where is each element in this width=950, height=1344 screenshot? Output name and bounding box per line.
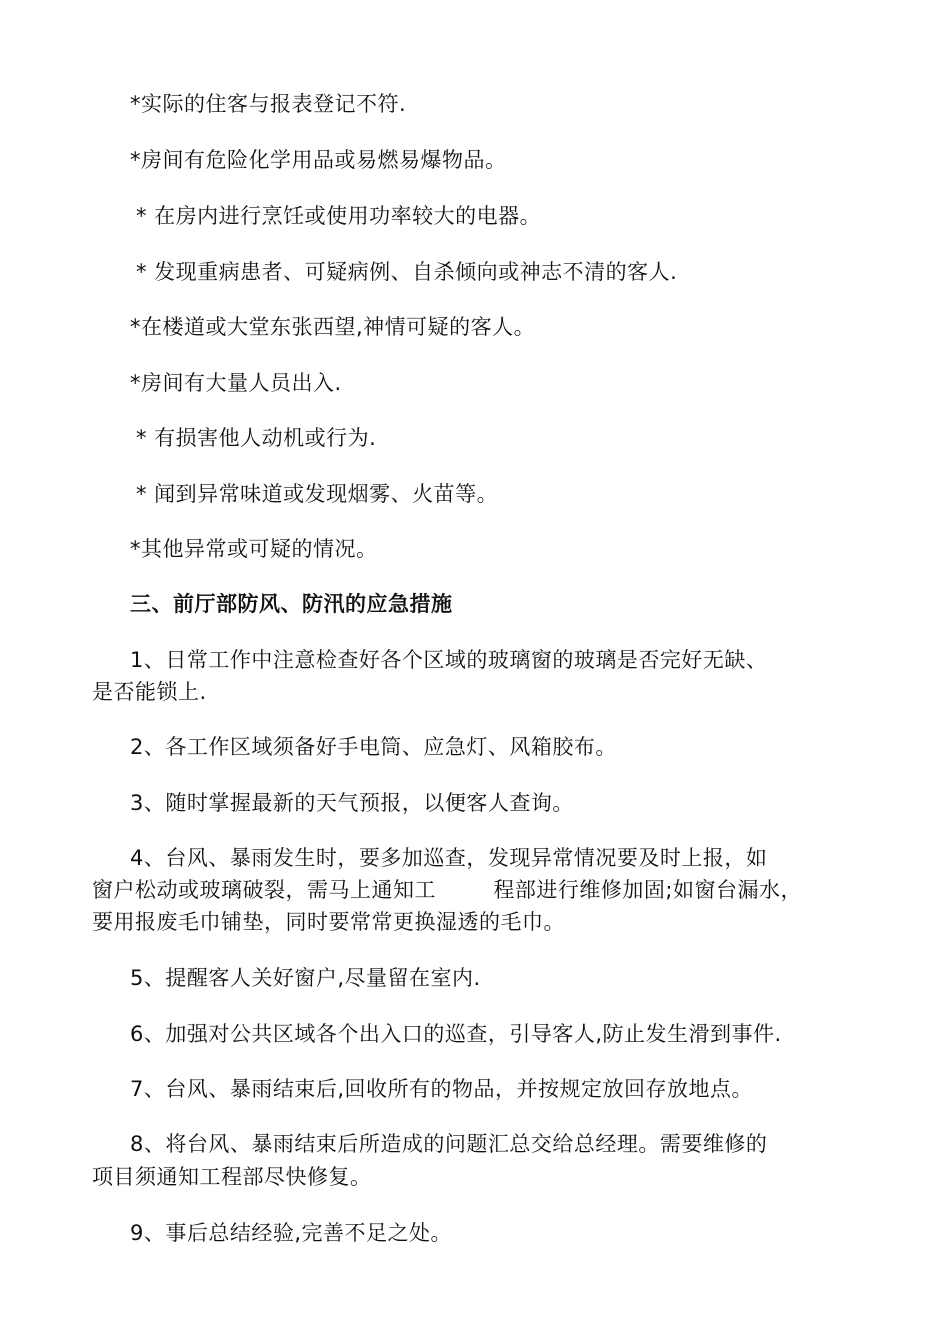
numbered-item-line: 6、加强对公共区域各个出入口的巡查，引导客人,防止发生滑到事件. (130, 1022, 782, 1046)
bullet-item: * 有损害他人动机或行为. (136, 426, 377, 450)
section-heading: 三、前厅部防风、防汛的应急措施 (130, 592, 453, 616)
numbered-item-line: 1、日常工作中注意检查好各个区域的玻璃窗的玻璃是否完好无缺、 (130, 648, 768, 672)
numbered-item-line: 项目须通知工程部尽快修复。 (92, 1165, 372, 1189)
bullet-item: *实际的住客与报表登记不符. (130, 92, 407, 116)
bullet-item: *房间有大量人员出入. (130, 371, 342, 395)
numbered-item-line: 3、随时掌握最新的天气预报，以便客人查询。 (130, 791, 574, 815)
numbered-item-line: 是否能锁上. (92, 680, 207, 704)
numbered-item-line: 4、台风、暴雨发生时，要多加巡查，发现异常情况要及时上报，如 (130, 846, 768, 870)
numbered-item-line: 要用报废毛巾铺垫，同时要常常更换湿透的毛巾。 (92, 910, 565, 934)
numbered-item-line: 5、提醒客人关好窗户,尽量留在室内. (130, 966, 481, 990)
bullet-item: * 在房内进行烹饪或使用功率较大的电器。 (136, 204, 542, 228)
bullet-item: * 发现重病患者、可疑病例、自杀倾向或神志不清的客人. (136, 260, 678, 284)
bullet-item: * 闻到异常味道或发现烟雾、火苗等。 (136, 482, 499, 506)
numbered-item-line: 7、台风、暴雨结束后,回收所有的物品，并按规定放回存放地点。 (130, 1077, 754, 1101)
bullet-item: *房间有危险化学用品或易燃易爆物品。 (130, 148, 507, 172)
numbered-item-line: 8、将台风、暴雨结束后所造成的问题汇总交给总经理。需要维修的 (130, 1132, 768, 1156)
bullet-item: *在楼道或大堂东张西望,神情可疑的客人。 (130, 315, 536, 339)
numbered-item-line: 9、事后总结经验,完善不足之处。 (130, 1221, 453, 1245)
numbered-item-line: 2、各工作区域须备好手电筒、应急灯、风箱胶布。 (130, 735, 617, 759)
bullet-item: *其他异常或可疑的情况。 (130, 537, 378, 561)
numbered-item-line: 窗户松动或玻璃破裂，需马上通知工 程部进行维修加固;如窗台漏水， (92, 878, 802, 902)
